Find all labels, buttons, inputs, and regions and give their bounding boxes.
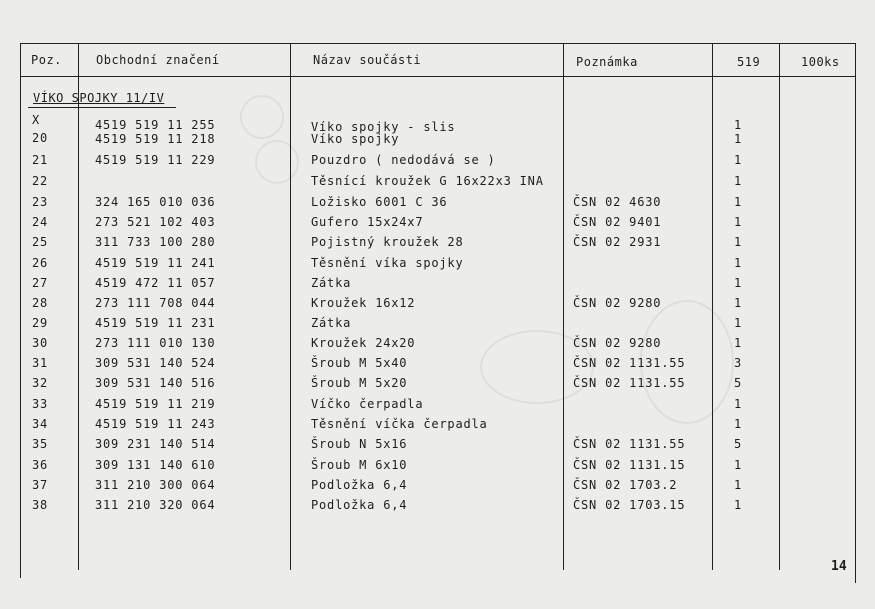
row-part-code: 309 531 140 524 [95, 356, 216, 370]
row-qty-519: 1 [734, 235, 743, 249]
row-part-name: Podložka 6,4 [311, 498, 408, 512]
column-divider [290, 43, 291, 570]
row-position: 35 [32, 437, 49, 451]
row-note: ČSN 02 1131.55 [573, 376, 686, 390]
table-top-border [20, 43, 856, 44]
row-position: X [32, 113, 41, 127]
row-position: 20 [32, 131, 49, 145]
row-part-code: 4519 519 11 219 [95, 397, 216, 411]
row-part-name: Víko spojky - slis [311, 120, 456, 134]
row-part-code: 311 210 300 064 [95, 478, 216, 492]
ghost-gear-shape [255, 140, 299, 184]
row-note: ČSN 02 1703.15 [573, 498, 686, 512]
row-qty-519: 1 [734, 458, 743, 472]
row-qty-519: 1 [734, 276, 743, 290]
row-part-name: Ložisko 6001 C 36 [311, 195, 448, 209]
row-qty-519: 1 [734, 417, 743, 431]
row-part-name: Zátka [311, 276, 352, 290]
row-position: 32 [32, 376, 49, 390]
row-position: 37 [32, 478, 49, 492]
row-position: 30 [32, 336, 49, 350]
table-right-border [855, 43, 856, 583]
row-qty-519: 5 [734, 376, 743, 390]
row-part-code: 273 521 102 403 [95, 215, 216, 229]
row-qty-519: 1 [734, 498, 743, 512]
row-part-name: Víko spojky [311, 132, 400, 146]
column-divider [78, 43, 79, 570]
row-part-code: 4519 519 11 241 [95, 256, 216, 270]
row-note: ČSN 02 9401 [573, 215, 662, 229]
row-part-name: Šroub M 6x10 [311, 458, 408, 472]
row-position: 28 [32, 296, 49, 310]
row-part-code: 273 111 708 044 [95, 296, 216, 310]
row-qty-519: 5 [734, 437, 743, 451]
row-part-name: Těsnění víčka čerpadla [311, 417, 488, 431]
row-part-name: Víčko čerpadla [311, 397, 424, 411]
row-note: ČSN 02 4630 [573, 195, 662, 209]
row-part-code: 309 231 140 514 [95, 437, 216, 451]
row-position: 27 [32, 276, 49, 290]
table-left-border [20, 43, 21, 578]
row-part-name: Těsnění víka spojky [311, 256, 464, 270]
page-number: 14 [831, 559, 847, 574]
header-519: 519 [737, 55, 761, 69]
row-part-name: Podložka 6,4 [311, 478, 408, 492]
row-part-name: Těsnící kroužek G 16x22x3 INA [311, 174, 544, 188]
row-part-code: 311 733 100 280 [95, 235, 216, 249]
header-poz: Poz. [31, 53, 62, 67]
row-qty-519: 1 [734, 336, 743, 350]
row-note: ČSN 02 9280 [573, 336, 662, 350]
row-qty-519: 1 [734, 296, 743, 310]
column-divider [779, 43, 780, 570]
section-title: VÍKO SPOJKY 11/IV [33, 91, 165, 105]
row-position: 31 [32, 356, 49, 370]
row-note: ČSN 02 1131.55 [573, 356, 686, 370]
row-position: 36 [32, 458, 49, 472]
row-qty-519: 1 [734, 256, 743, 270]
row-part-name: Kroužek 24x20 [311, 336, 416, 350]
row-part-code: 4519 519 11 243 [95, 417, 216, 431]
row-qty-519: 1 [734, 478, 743, 492]
row-position: 25 [32, 235, 49, 249]
row-note: ČSN 02 2931 [573, 235, 662, 249]
row-part-code: 324 165 010 036 [95, 195, 216, 209]
row-part-name: Šroub N 5x16 [311, 437, 408, 451]
row-part-name: Šroub M 5x40 [311, 356, 408, 370]
row-qty-519: 1 [734, 316, 743, 330]
row-note: ČSN 02 1131.15 [573, 458, 686, 472]
row-position: 24 [32, 215, 49, 229]
header-bottom-border [20, 76, 856, 77]
row-qty-519: 1 [734, 397, 743, 411]
row-note: ČSN 02 1703.2 [573, 478, 678, 492]
row-part-code: 273 111 010 130 [95, 336, 216, 350]
row-part-code: 4519 519 11 255 [95, 118, 216, 132]
row-part-code: 309 131 140 610 [95, 458, 216, 472]
header-100ks: 100ks [801, 55, 840, 69]
row-note: ČSN 02 9280 [573, 296, 662, 310]
row-part-code: 309 531 140 516 [95, 376, 216, 390]
row-position: 38 [32, 498, 49, 512]
header-nazev-soucasti: Názav součásti [313, 53, 422, 67]
ghost-gear-shape [240, 95, 284, 139]
header-obchodni-znaceni: Obchodní značení [96, 53, 220, 67]
section-title-underline [28, 107, 176, 108]
row-part-name: Pojistný kroužek 28 [311, 235, 464, 249]
row-part-code: 4519 519 11 231 [95, 316, 216, 330]
row-qty-519: 1 [734, 118, 743, 132]
row-part-name: Zátka [311, 316, 352, 330]
row-qty-519: 1 [734, 153, 743, 167]
row-part-code: 4519 519 11 229 [95, 153, 216, 167]
row-part-name: Šroub M 5x20 [311, 376, 408, 390]
row-qty-519: 1 [734, 215, 743, 229]
column-divider [563, 43, 564, 570]
row-part-name: Gufero 15x24x7 [311, 215, 424, 229]
row-position: 26 [32, 256, 49, 270]
header-poznamka: Poznámka [576, 55, 638, 69]
row-note: ČSN 02 1131.55 [573, 437, 686, 451]
row-part-name: Kroužek 16x12 [311, 296, 416, 310]
column-divider [712, 43, 713, 570]
row-part-code: 4519 519 11 218 [95, 132, 216, 146]
row-position: 23 [32, 195, 49, 209]
row-position: 33 [32, 397, 49, 411]
row-position: 34 [32, 417, 49, 431]
row-part-name: Pouzdro ( nedodává se ) [311, 153, 496, 167]
row-part-code: 311 210 320 064 [95, 498, 216, 512]
row-qty-519: 1 [734, 132, 743, 146]
row-qty-519: 3 [734, 356, 743, 370]
row-position: 29 [32, 316, 49, 330]
row-position: 21 [32, 153, 49, 167]
row-qty-519: 1 [734, 195, 743, 209]
row-part-code: 4519 472 11 057 [95, 276, 216, 290]
row-position: 22 [32, 174, 49, 188]
row-qty-519: 1 [734, 174, 743, 188]
